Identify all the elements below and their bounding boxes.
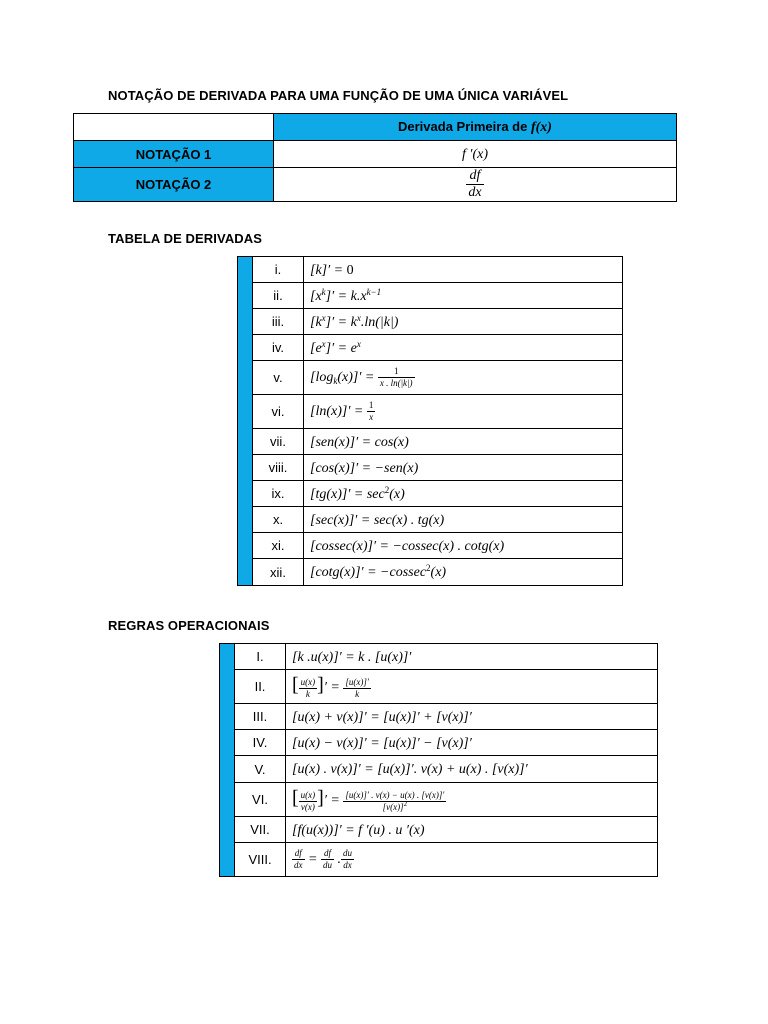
rules-accent-stripe xyxy=(220,644,235,877)
derivative-num-4: iv. xyxy=(253,335,304,361)
rule-num-1: I. xyxy=(235,644,286,670)
rule-num-8: VIII. xyxy=(235,843,286,877)
derivative-num-12: xii. xyxy=(253,559,304,586)
derivative-formula-12: [cotg(x)]′ = −cossec$^2$(x) xyxy=(310,563,447,580)
rule-num-6: VI. xyxy=(235,783,286,817)
rule-num-4: IV. xyxy=(235,730,286,756)
derivative-formula-10: [sec(x)]′ = sec(x) . tg(x) xyxy=(310,512,445,528)
derivative-num-7: vii. xyxy=(253,429,304,455)
derivative-formula-3: $[k^x]' = k^x.\ln(|k|)$ xyxy=(310,312,399,330)
rule-formula-7: [f(u(x))]′ = f ′(u) . u ′(x) xyxy=(292,822,425,838)
derivative-formula-1: [k]′ = 0 xyxy=(310,262,354,278)
derivative-formula-2: $[x^k]' = k.x^{k-1}$ xyxy=(310,286,382,304)
rule-formula-2: [ $\frac{u(x)}{k}$ ]′ = $\frac{[u(x)]'}{k}$ xyxy=(292,674,369,699)
rule-formula-4: [u(x) − v(x)]′ = [u(x)]′ − [v(x)]′ xyxy=(292,735,472,751)
notation-title: NOTAÇÃO DE DERIVADA PARA UMA FUNÇÃO DE UMA ÚNICA VARIÁVEL xyxy=(108,88,569,103)
derivative-num-2: ii. xyxy=(253,283,304,309)
derivative-formula-4: $[e^x]' = e^x$ xyxy=(310,338,361,356)
rules-table xyxy=(219,643,658,877)
notation-column-header-math: f(x) xyxy=(530,119,552,135)
notation-1-value: f ′(x) xyxy=(462,147,488,162)
derivative-formula-9: $[tg(x)]' = \sec^2(x)$ xyxy=(310,484,405,502)
derivatives-title: TABELA DE DERIVADAS xyxy=(108,231,263,246)
notation-2-value: $\frac{df}{dx}$ xyxy=(468,168,482,200)
rule-num-7: VII. xyxy=(235,817,286,843)
notation-1-label: NOTAÇÃO 1 xyxy=(74,141,274,168)
derivative-formula-11: [cossec(x)]′ = −cossec(x) . cotg(x) xyxy=(310,538,505,554)
derivative-num-10: x. xyxy=(253,507,304,533)
derivative-formula-6: [ln(x)]′ = $\frac{1}{x}$ xyxy=(310,400,374,422)
rule-formula-6: [ $\frac{u(x)}{v(x)}$ ]′ = $\frac{[u(x)]' . v(x) - u(x) . [v(x)]'}{[v(x)]^2}$ xyxy=(292,787,445,812)
derivative-num-9: ix. xyxy=(253,481,304,507)
rule-formula-1: [k .u(x)]′ = k . [u(x)]′ xyxy=(292,649,412,665)
rules-title: REGRAS OPERACIONAIS xyxy=(108,618,270,633)
rule-formula-8: $\frac{df}{dx}$ = $\frac{df}{du}$ . $\frac{du}{dx}$ xyxy=(294,848,352,870)
notation-table xyxy=(73,113,677,202)
derivative-num-5: v. xyxy=(253,361,304,395)
derivative-num-8: viii. xyxy=(253,455,304,481)
derivative-formula-8: [cos(x)]′ = −sen(x) xyxy=(310,460,419,476)
derivative-formula-7: [sen(x)]′ = cos(x) xyxy=(310,434,409,450)
rule-formula-5: [u(x) . v(x)]′ = [u(x)]′. v(x) + u(x) . [v(x)]′ xyxy=(292,762,528,777)
notation-column-header-label: Derivada Primeira de xyxy=(398,118,528,134)
rule-num-5: V. xyxy=(235,756,286,783)
derivative-num-11: xi. xyxy=(253,533,304,559)
rule-num-2: II. xyxy=(235,670,286,704)
derivative-formula-5: $[\log_k(x)]'$ = $\frac{1}{x . \ln(|k|)}$ xyxy=(310,366,413,388)
rule-formula-3: [u(x) + v(x)]′ = [u(x)]′ + [v(x)]′ xyxy=(292,709,472,725)
notation-column-header xyxy=(274,114,677,141)
notation-header-blank xyxy=(74,114,274,141)
derivative-num-6: vi. xyxy=(253,395,304,429)
rule-num-3: III. xyxy=(235,704,286,730)
derivatives-table xyxy=(237,256,623,586)
derivatives-accent-stripe xyxy=(238,257,253,586)
notation-2-label: NOTAÇÃO 2 xyxy=(74,168,274,202)
derivative-num-1: i. xyxy=(253,257,304,283)
derivative-num-3: iii. xyxy=(253,309,304,335)
